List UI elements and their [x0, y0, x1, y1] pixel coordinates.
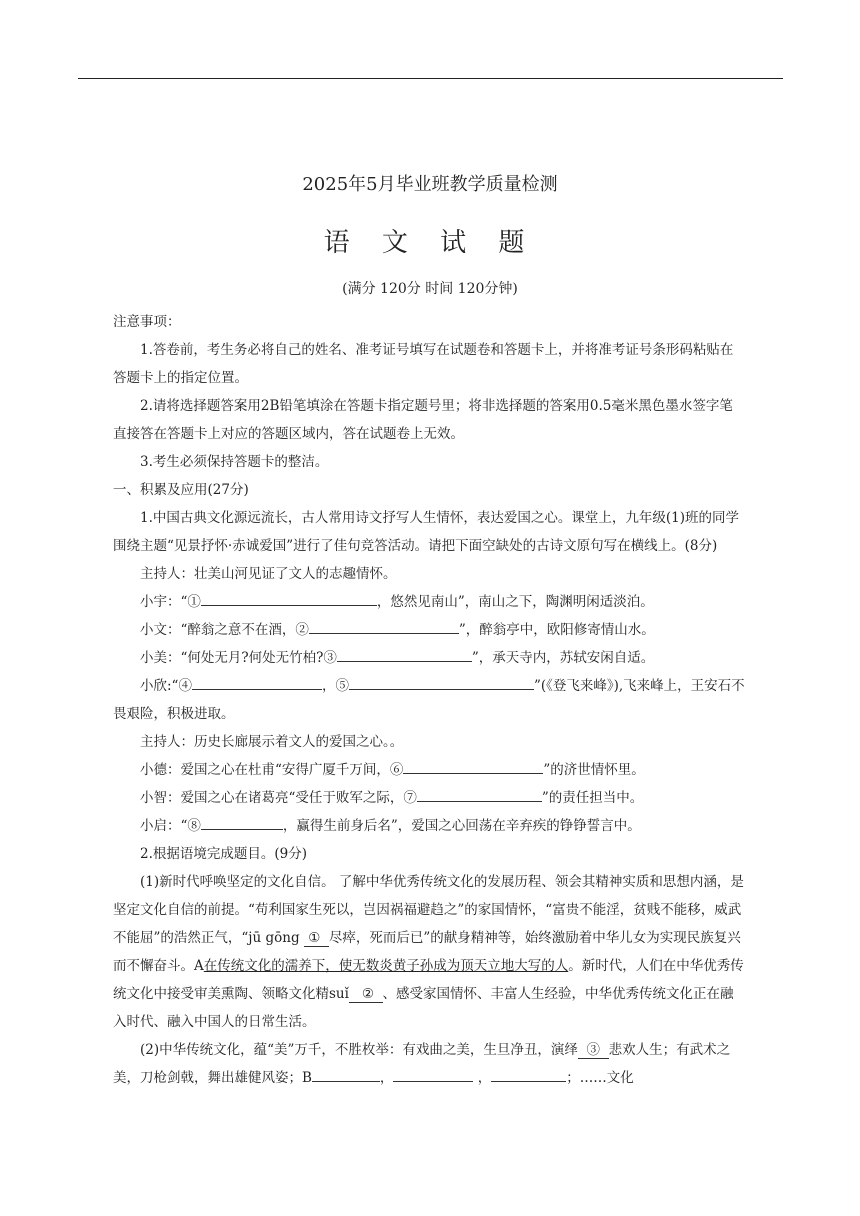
question-1-stem: 1.中国古典文化源远流长，古人常用诗文抒写人生情怀，表达爱国之心。课堂上，九年级(1)班的同学围绕主题“见景抒怀·赤诚爱国”进行了佳句竞答活动。请把下面空缺处的古诗文原句写在横线上。(8分): [113, 510, 740, 554]
notice-heading: 注意事项：: [113, 314, 181, 330]
answer-line-3: 小美：“何处无月?何处无竹柏?③ ”，承天寺内，苏轼安闲自适。: [113, 644, 745, 672]
answer-line-8: 小启：“⑧ ，赢得生前身后名”，爱国之心回荡在辛弃疾的铮铮誓言中。: [113, 812, 745, 840]
answer-blank-8[interactable]: [201, 813, 283, 830]
blank-marker-2[interactable]: ②: [349, 986, 383, 1003]
answer-line-2: 小文：“醉翁之意不在酒，② ”，醉翁亭中，欧阳修寄情山水。: [113, 616, 745, 644]
notice-item: 1.答卷前，考生务必将自己的姓名、准考证号填写在试题卷和答题卡上，并将准考证号条形码粘贴在答题卡上的指定位置。: [113, 342, 734, 386]
exam-title: 2025年5月毕业班教学质量检测: [302, 174, 558, 195]
answer-blank-1[interactable]: [201, 589, 377, 606]
answer-blank-2[interactable]: [309, 617, 459, 634]
passage-1: (1)新时代呼唤坚定的文化自信。 了解中华优秀传统文化的发展历程、领会其精神实质和思想内涵，是坚定文化自信的前提。“苟利国家生死以，岂因祸福避趋之”的家国情怀，“富贵不能淫，贫贱不能移，威武不能屈”的浩然正气，“jū gōng ① 尽瘁，死而后已”的献身精神等，始终激励着中华儿女为实现民族复兴而不懈奋斗。A在传统文化的濡养下，使无数炎黄子孙成为顶天立地大写的人。新时代，人们在中华优秀传统文化中接受审美熏陶、领略文化精suǐ ② 、感受家国情怀、丰富人生经验，中华优秀传统文化正在融入时代、融入中国人的日常生活。: [113, 874, 744, 1030]
answer-blank-3[interactable]: [337, 645, 472, 662]
answer-blank-7[interactable]: [417, 785, 542, 802]
passage-2: (2)中华传统文化，蕴“美”万千，不胜枚举：有戏曲之美，生旦净丑，演绎 ③ 悲欢人生；有武术之美，刀枪剑戟，舞出雄健风姿；B ， ， ；……文化: [113, 1042, 731, 1086]
answer-blank-4[interactable]: [192, 673, 322, 690]
exam-content: [113, 308, 745, 1092]
header-rule: [78, 78, 783, 79]
answer-line-1: 小宇：“① ，悠然见南山”，南山之下，陶渊明闲适淡泊。: [113, 588, 745, 616]
answer-line-6: 小德：爱国之心在杜甫“安得广厦千万间，⑥ ”的济世情怀里。: [113, 756, 745, 784]
blank-marker-1[interactable]: ①: [304, 930, 329, 947]
section-heading: 一、积累及应用(27分): [113, 482, 249, 498]
answer-blank-6[interactable]: [403, 757, 543, 774]
subject-title: 语 文 试 题: [323, 228, 537, 258]
host-line: 主持人：壮美山河见证了文人的志趣情怀。: [140, 566, 397, 582]
host-line: 主持人：历史长廊展示着文人的爱国之心。。: [140, 734, 404, 750]
answer-line-4: 小欣:“④ ，⑤ ”(《登飞来峰》),飞来峰上，王安石不畏艰险，积极进取。: [113, 672, 745, 728]
blank-marker-3[interactable]: ③: [578, 1042, 609, 1059]
answer-blank-b1[interactable]: [312, 1065, 380, 1082]
question-2-stem: 2.根据语境完成题目。(9分): [140, 846, 308, 862]
answer-blank-5[interactable]: [349, 673, 534, 690]
answer-blank-b3[interactable]: [491, 1065, 566, 1082]
score-time: (满分 120分 时间 120分钟): [342, 281, 518, 297]
underlined-sentence-a: 在传统文化的濡养下，使无数炎黄子孙成为顶天立地大写的人: [203, 958, 569, 974]
answer-line-7: 小智：爱国之心在诸葛亮“受任于败军之际，⑦ ”的责任担当中。: [113, 784, 745, 812]
answer-blank-b2[interactable]: [393, 1065, 473, 1082]
notice-item: 2.请将选择题答案用2B铅笔填涂在答题卡指定题号里；将非选择题的答案用0.5毫米黑色墨水签字笔直接答在答题卡上对应的答题区域内，答在试题卷上无效。: [113, 398, 733, 442]
notice-item: 3.考生必须保持答题卡的整洁。: [140, 454, 329, 470]
